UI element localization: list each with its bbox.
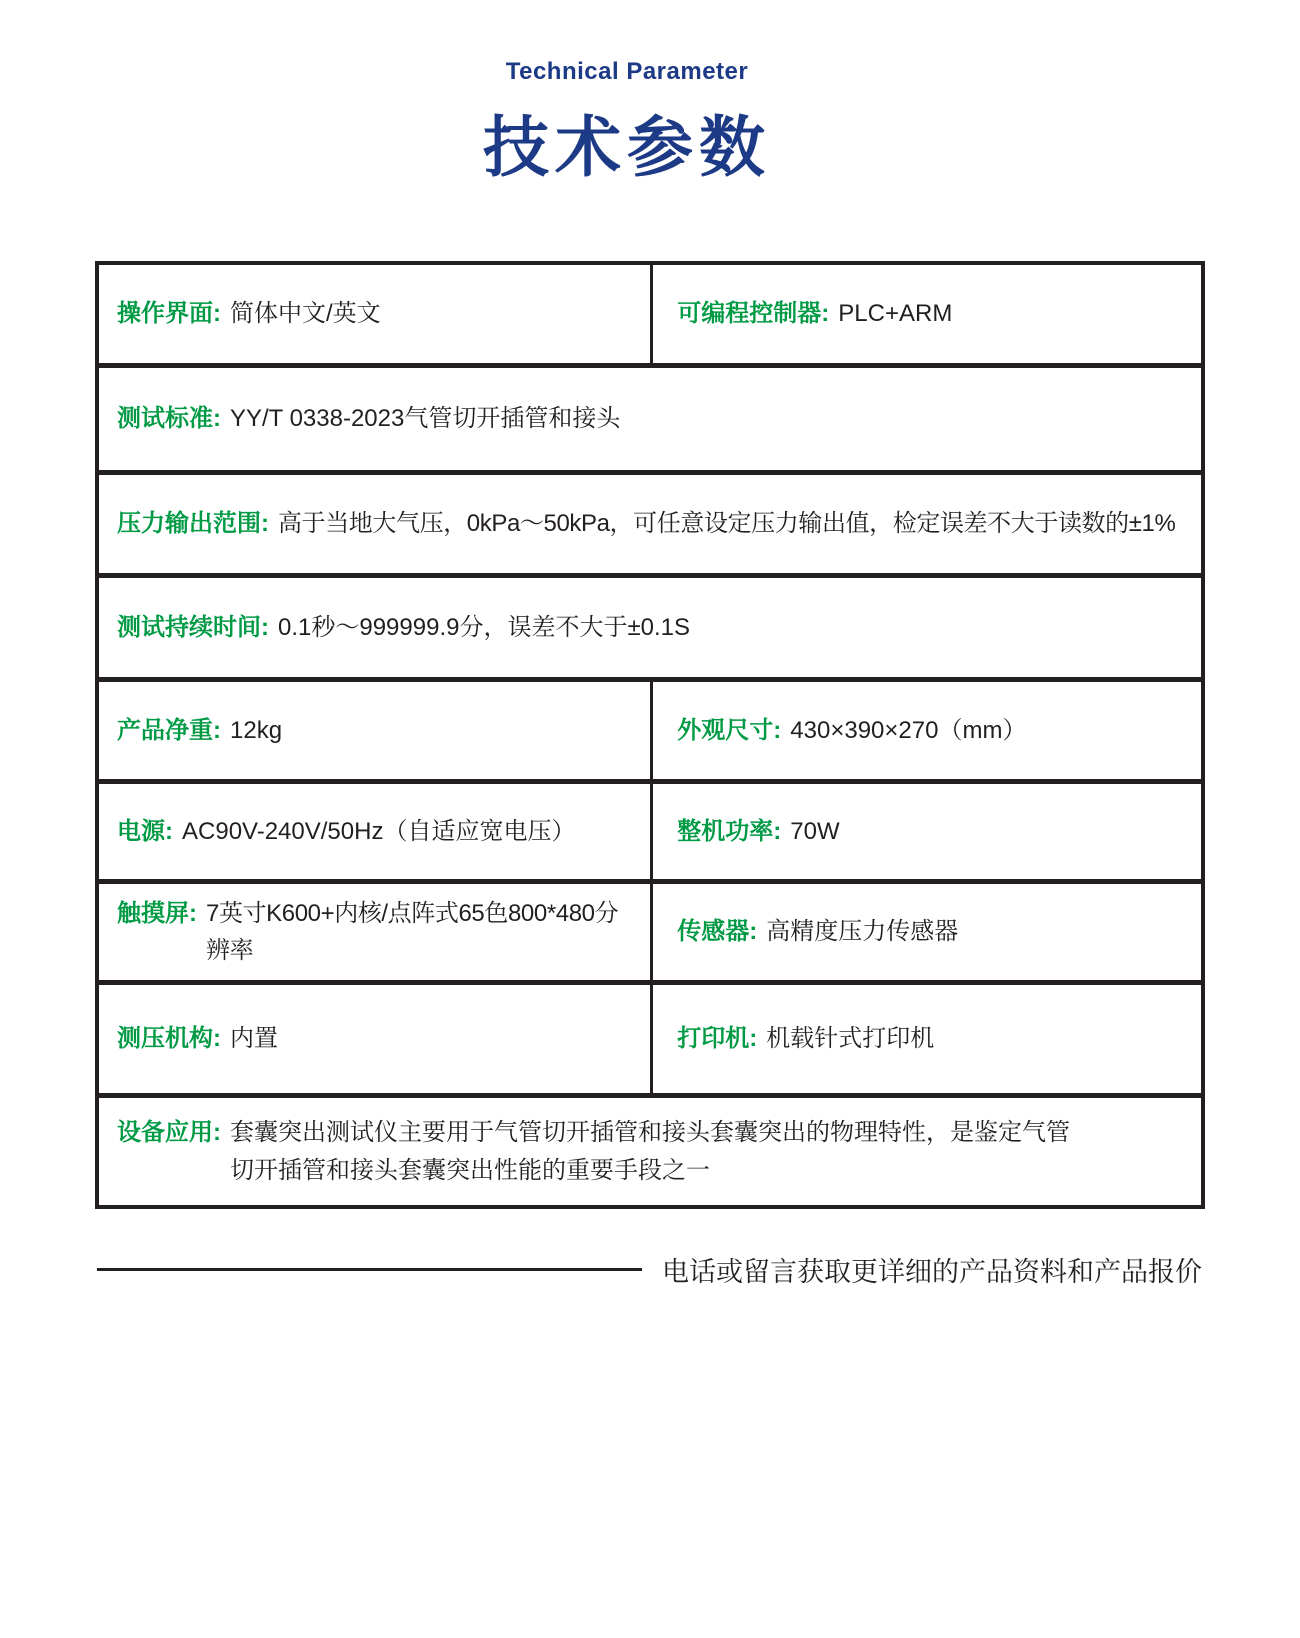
header-subtitle-en: Technical Parameter <box>505 58 749 85</box>
param-value: 套囊突出测试仪主要用于气管切开插管和接头套囊突出的物理特性，是鉴定气管切开插管和接头套囊突出性能的重要手段之一 <box>230 1119 1070 1184</box>
footer <box>97 1250 1202 1289</box>
table-cell <box>653 682 1201 779</box>
param-label: 外观尺寸: <box>677 716 782 744</box>
table-row <box>99 265 1201 368</box>
table-row <box>99 682 1201 784</box>
param-value: 高精度压力传感器 <box>766 918 959 946</box>
param-label: 产品净重: <box>117 716 221 744</box>
spec-table <box>95 261 1205 1209</box>
table-cell <box>99 682 653 779</box>
param-value: 机载针式打印机 <box>766 1025 935 1053</box>
footer-note: 电话或留言获取更详细的产品资料和产品报价 <box>662 1257 1202 1287</box>
table-row <box>99 475 1201 578</box>
param-label: 可编程控制器: <box>677 300 830 328</box>
param-label: 整机功率: <box>677 817 782 845</box>
table-cell <box>653 884 1201 980</box>
table-row <box>99 1098 1201 1205</box>
param-value: PLC+ARM <box>838 300 953 328</box>
param-label: 触摸屏: <box>117 899 197 927</box>
table-row <box>99 368 1201 475</box>
param-value: AC90V-240V/50Hz（自适应宽电压） <box>182 817 576 845</box>
param-value: 0.1秒～999999.9分，误差不大于±0.1S <box>278 613 691 641</box>
page-title: 技术参数 <box>483 110 771 184</box>
table-row <box>99 985 1201 1098</box>
param-label: 传感器: <box>677 918 758 946</box>
param-label: 电源: <box>117 817 173 845</box>
param-value: 高于当地大气压，0kPa～50kPa，可任意设定压力输出值，检定误差不大于读数的±1% <box>278 510 1176 538</box>
param-value: 7英寸K600+内核/点阵式65色800*480分辨率 <box>206 899 619 964</box>
table-cell <box>99 265 653 363</box>
table-cell <box>99 1098 1201 1205</box>
param-label: 操作界面: <box>117 300 221 328</box>
table-cell <box>99 784 653 879</box>
param-label: 测压机构: <box>117 1025 221 1053</box>
param-label: 打印机: <box>677 1025 758 1053</box>
table-cell <box>99 578 1201 677</box>
param-value: 简体中文/英文 <box>230 300 381 328</box>
page-header <box>0 58 1254 189</box>
param-value: YY/T 0338-2023气管切开插管和接头 <box>230 405 621 433</box>
param-label: 测试标准: <box>117 405 221 433</box>
table-row <box>99 784 1201 884</box>
table-cell <box>653 784 1201 879</box>
table-cell <box>99 985 653 1093</box>
table-row <box>99 578 1201 682</box>
table-cell <box>653 985 1201 1093</box>
param-value: 内置 <box>230 1025 278 1053</box>
param-value: 70W <box>790 817 840 845</box>
param-label: 压力输出范围: <box>117 510 269 538</box>
table-cell <box>99 884 653 980</box>
param-value: 12kg <box>230 716 283 744</box>
param-value: 430×390×270（mm） <box>790 716 1027 744</box>
table-row <box>99 884 1201 985</box>
param-label: 设备应用: <box>117 1119 221 1147</box>
table-cell <box>99 368 1201 470</box>
footer-divider-line <box>97 1268 642 1271</box>
table-cell <box>99 475 1201 573</box>
param-label: 测试持续时间: <box>117 613 269 641</box>
table-cell <box>653 265 1201 363</box>
